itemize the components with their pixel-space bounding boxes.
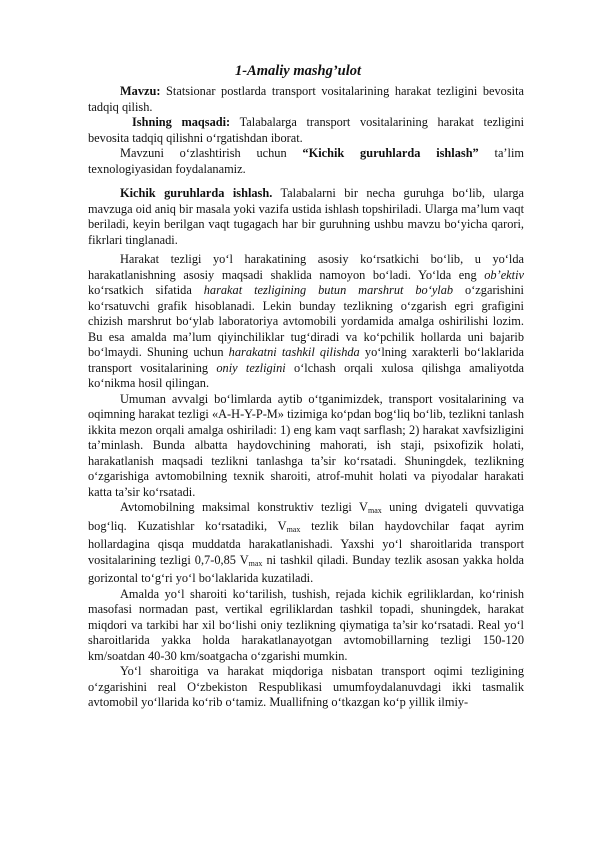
speed-text-2: ko‘rsatkich sifatida	[88, 283, 204, 297]
page-title: 1-Amaliy mashg’ulot	[234, 63, 362, 79]
vmax-subscript-2: max	[286, 524, 301, 534]
paragraph-method	[88, 146, 524, 177]
small-groups-label: Kichik guruhlarda ishlash.	[120, 186, 273, 200]
paragraph-vmax	[88, 500, 524, 587]
body-text	[88, 84, 524, 711]
paragraph-speed-selection: Umuman avvalgi bo‘limlarda aytib o‘tganimizdek, transport vositalarining va oqimning harakat tezligi «A-H-Y-P-M» tizimiga ko‘pdan bog‘liq bo‘lib, tezlikni tanlash ikkita mezon orqali amalga oshiriladi: 1) eng kam vaqt sarflash; 2) harakat xavfsizligini ta’minlash. Bunda albatta haydovchining mahorati, ish staji, psixofizik holati, harakatlanish maqsadi tezlikni tanlashga ta’sir ko‘rsatadi. Shuningdek, tezlikning o‘zgarishiga avtomobilning texnik sharoiti, atrof-muhit holati va piyodalar harakati katta ta’sir ko‘rsatadi.	[88, 391, 524, 499]
speed-italic-3: harakatni tashkil qilishda	[228, 345, 360, 359]
speed-italic-4: oniy tezligini	[216, 360, 286, 375]
topic-text: Statsionar postlarda transport vositalarining harakat tezligini bevosita tadqiq qilish.	[88, 84, 524, 114]
paragraph-speed-indicator	[88, 252, 524, 392]
goal-text: Talabalarga transport vositalarining harakat tezligini bevosita tadqiq qilishni o‘rgatishdan iborat.	[88, 115, 524, 145]
paragraph-goal	[88, 115, 524, 146]
paragraph-small-groups	[88, 186, 524, 248]
vmax-text-1: Avtomobilning maksimal konstruktiv tezligi V	[120, 500, 368, 514]
paragraph-topic	[88, 84, 524, 115]
method-post: ta’lim texnologiyasidan foydalanamiz.	[88, 146, 524, 176]
vmax-text-3: tezlik bilan haydovchilar faqat ayrim hollardagina qisqa muddatda harakatlanishadi. Yaxshi yo‘l sharoitlarida transport vositalarining tezligi 0,7-0,85 V	[88, 518, 524, 567]
speed-text-4: yo‘lning xarakterli bo‘laklarida transport vositalarining	[88, 345, 524, 375]
vmax-text-4: ni tashkil qiladi. Bunday tezlik asosan yakka holda gorizontal to‘g‘ri yo‘l bo‘laklarida kuzatiladi.	[88, 552, 524, 585]
small-groups-text: Talabalarni bir necha guruhga bo‘lib, ularga mavzuga oid aniq bir masala yoki vazifa ustida ishlash topshiriladi. Ularga ma’lum vaqt beriladi, keyin berilgan vaqt tugagach har bir guruhning ushbu mavzu bo‘yicha qarori, fikrlari tinglanadi.	[88, 186, 524, 247]
vmax-text-2: uning dvigateli quvvatiga bog‘liq. Kuzatishlar ko‘rsatadiki, V	[88, 500, 524, 533]
method-pre: Mavzuni o‘zlashtirish uchun	[120, 146, 303, 160]
paragraph-road-conditions: Amalda yo‘l sharoiti ko‘tarilish, tushish, rejada kichik egriliklardan, ko‘rinish masofasi normadan past, vertikal egriliklardan tashkil topadi, shuningdek, harakat miqdori va tarkibi har xil bo‘lishi oniy tezlikning qiymatiga ta’sir ko‘rsatadi. Real yo‘l sharoitlarida yakka holda harakatlanayotgan avtomobillarning tezligi 150-120 km/soatdan 40-30 km/soatgacha o‘zgarishi mumkin.	[88, 586, 524, 663]
speed-italic-1: ob’ektiv	[484, 267, 524, 282]
topic-label: Mavzu:	[120, 84, 161, 98]
method-bold: “Kichik guruhlarda ishlash”	[302, 146, 479, 160]
paragraph-traffic-flow: Yo‘l sharoitiga va harakat miqdoriga nisbatan transport oqimi tezligining o‘zgarishini real O‘zbekiston Respublikasi umumfoydalanuvdagi ikki tasmalik avtomobil yo‘llarida ko‘rib o‘tamiz. Muallifning o‘tkazgan ko‘p yillik ilmiy-	[88, 664, 524, 709]
speed-text-5: o‘lchash orqali xulosa qilishga amaliyotda ko‘nikma hosil qilingan.	[88, 360, 524, 390]
vmax-subscript-1: max	[367, 506, 382, 515]
vmax-subscript-3: max	[248, 558, 263, 568]
speed-text-3: o‘zgarishini ko‘rsatuvchi grafik hisoblanadi. Lekin bunday tezlikning o‘zgarish egri grafigini chizish marshrut bo‘ylab laboratoriya avtomobili yordamida amalga oshirilishi lozim. Bu esa amalda ma’lum qiyinchiliklar tug‘diradi va ko‘pchilik hollarda uni bajarib bo‘lmaydi. Shuning uchun	[88, 283, 524, 359]
speed-italic-2: harakat tezligining butun marshrut bo‘ylab	[203, 283, 454, 297]
goal-label: Ishning maqsadi:	[132, 115, 231, 129]
speed-text-1: Harakat tezligi yo‘l harakatining asosiy ko‘rsatkichi bo‘lib, u yo‘lda harakatlanishning asosiy maqsadi shaklida namoyon bo‘ladi. Yo‘lda eng	[88, 252, 524, 282]
